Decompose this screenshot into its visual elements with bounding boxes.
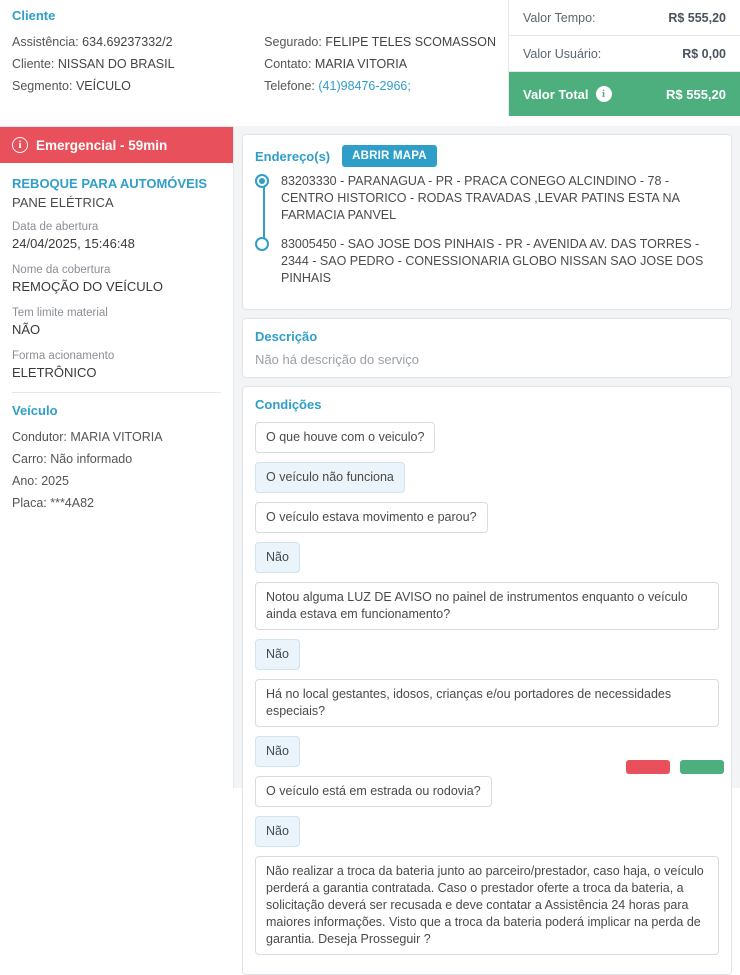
value-tempo-label: Valor Tempo: xyxy=(523,10,596,25)
conditions-card-title: Condições xyxy=(255,397,322,412)
client-assistencia xyxy=(12,31,264,53)
address-item-destination xyxy=(281,236,719,287)
field-data-abertura-label: Data de abertura xyxy=(12,221,99,233)
client-left-column xyxy=(12,31,264,97)
field-data-abertura-value: 24/04/2025, 15:46:48 xyxy=(12,236,135,251)
vehicle-placa-label: Placa: xyxy=(12,496,51,510)
vehicle-placa xyxy=(12,492,221,514)
value-usuario-amount: R$ 0,00 xyxy=(682,46,726,61)
address-item-origin xyxy=(281,173,719,224)
vehicle-condutor-label: Condutor: xyxy=(12,430,71,444)
condition-question: Há no local gestantes, idosos, crianças e/ou portadores de necessidades especiais? xyxy=(255,679,719,727)
vehicle-section-title: Veículo xyxy=(12,403,58,418)
map-pin-origin-icon xyxy=(255,174,269,188)
client-panel-title: Cliente xyxy=(12,8,56,23)
client-segmento xyxy=(12,75,264,97)
field-limite-material xyxy=(12,306,221,338)
description-card xyxy=(242,318,732,378)
vehicle-ano-value: 2025 xyxy=(41,474,69,488)
conditions-list xyxy=(255,422,719,955)
address-destination-text: 83005450 - SAO JOSE DOS PINHAIS - PR - AVENIDA AV. DAS TORRES - 2344 - SAO PEDRO - CONESSIONARIA GLOBO NISSAN SAO JOSE DOS PINHAIS xyxy=(281,237,704,285)
emergency-banner xyxy=(0,127,233,163)
field-forma-acionamento xyxy=(12,349,221,381)
vehicle-carro-value: Não informado xyxy=(50,452,133,466)
client-right-column xyxy=(264,31,496,97)
vehicle-placa-value: ***4A82 xyxy=(50,496,95,510)
client-segurado-label: Segurado: xyxy=(264,35,326,49)
condition-answer: O veículo não funciona xyxy=(255,462,405,493)
vehicle-condutor-value: MARIA VITORIA xyxy=(70,430,163,444)
description-text: Não há descrição do serviço xyxy=(255,352,420,367)
values-panel xyxy=(508,0,740,116)
open-map-button[interactable]: ABRIR MAPA xyxy=(342,145,437,167)
client-telefone-link[interactable]: (41)98476-2966; xyxy=(318,79,411,93)
client-segurado-value: FELIPE TELES SCOMASSON xyxy=(325,35,496,49)
client-contato-value: MARIA VITORIA xyxy=(314,57,408,71)
vehicle-carro-label: Carro: xyxy=(12,452,51,466)
reject-button[interactable] xyxy=(626,760,670,774)
vehicle-ano-label: Ano: xyxy=(12,474,42,488)
client-assistencia-value: 634.69237332/2 xyxy=(82,35,173,49)
address-card xyxy=(242,134,732,310)
address-origin-text: 83203330 - PARANAGUA - PR - PRACA CONEGO ALCINDINO - 78 - CENTRO HISTORICO - RODAS TRAVADAS ,LEVAR PATINS ESTA NA FARMACIA PANVEL xyxy=(281,174,680,222)
sidebar-divider xyxy=(12,392,221,393)
service-sidebar xyxy=(0,126,234,788)
vehicle-ano xyxy=(12,470,221,492)
value-tempo-amount: R$ 555,20 xyxy=(668,10,726,25)
alert-icon: i xyxy=(12,137,28,153)
value-total-amount: R$ 555,20 xyxy=(666,86,726,102)
value-row-usuario xyxy=(509,36,740,72)
condition-question: O que houve com o veiculo? xyxy=(255,422,435,453)
value-row-total xyxy=(509,72,740,116)
field-forma-acionamento-value: ELETRÔNICO xyxy=(12,365,97,380)
main-content xyxy=(234,126,740,946)
client-segurado xyxy=(264,31,496,53)
client-assistencia-label: Assistência: xyxy=(12,35,83,49)
value-total-label: Valor Total xyxy=(523,86,589,102)
condition-answer: Não xyxy=(255,736,300,767)
vehicle-condutor xyxy=(12,426,221,448)
info-icon[interactable]: i xyxy=(596,86,612,102)
client-telefone xyxy=(264,75,496,97)
client-telefone-label: Telefone: xyxy=(264,79,319,93)
field-cobertura xyxy=(12,263,221,295)
service-title: REBOQUE PARA AUTOMÓVEIS xyxy=(12,176,208,191)
condition-answer: Não xyxy=(255,639,300,670)
value-row-tempo xyxy=(509,0,740,36)
condition-answer: Não xyxy=(255,816,300,847)
service-subtitle: PANE ELÉTRICA xyxy=(12,195,114,210)
description-card-title: Descrição xyxy=(255,329,318,344)
value-usuario-label: Valor Usuário: xyxy=(523,46,602,61)
condition-answer: Não xyxy=(255,542,300,573)
client-cliente-label: Cliente: xyxy=(12,57,58,71)
conditions-card xyxy=(242,386,732,975)
client-contato xyxy=(264,53,496,75)
field-data-abertura xyxy=(12,220,221,252)
condition-question: O veículo estava movimento e parou? xyxy=(255,502,488,533)
vehicle-carro xyxy=(12,448,221,470)
condition-question: O veículo está em estrada ou rodovia? xyxy=(255,776,492,807)
client-cliente xyxy=(12,53,264,75)
field-cobertura-value: REMOÇÃO DO VEÍCULO xyxy=(12,279,163,294)
map-pin-destination-icon xyxy=(255,237,269,251)
client-segmento-value: VEÍCULO xyxy=(75,79,131,93)
condition-question: Notou alguma LUZ DE AVISO no painel de instrumentos enquanto o veículo ainda estava em funcionamento? xyxy=(255,582,719,630)
field-limite-material-value: NÃO xyxy=(12,322,41,337)
field-limite-material-label: Tem limite material xyxy=(12,307,108,319)
client-panel xyxy=(0,0,508,122)
emergency-banner-label: Emergencial - 59min xyxy=(36,137,168,153)
client-cliente-value: NISSAN DO BRASIL xyxy=(57,57,175,71)
condition-question: Não realizar a troca da bateria junto ao parceiro/prestador, caso haja, o veículo perderá a garantia contratada. Caso o prestador oferte a troca da bateria, a solicitação deverá ser recusada e deve contatar a Assistência 24 horas para maiores informações. Visto que a troca da bateria poderá implicar na perda de garantia. Deseja Prosseguir ? xyxy=(255,856,719,955)
client-contato-label: Contato: xyxy=(264,57,315,71)
field-cobertura-label: Nome da cobertura xyxy=(12,264,111,276)
accept-button[interactable] xyxy=(680,760,724,774)
address-list xyxy=(255,173,719,287)
client-segmento-label: Segmento: xyxy=(12,79,76,93)
address-card-title: Endereço(s) xyxy=(255,148,331,164)
field-forma-acionamento-label: Forma acionamento xyxy=(12,350,115,362)
